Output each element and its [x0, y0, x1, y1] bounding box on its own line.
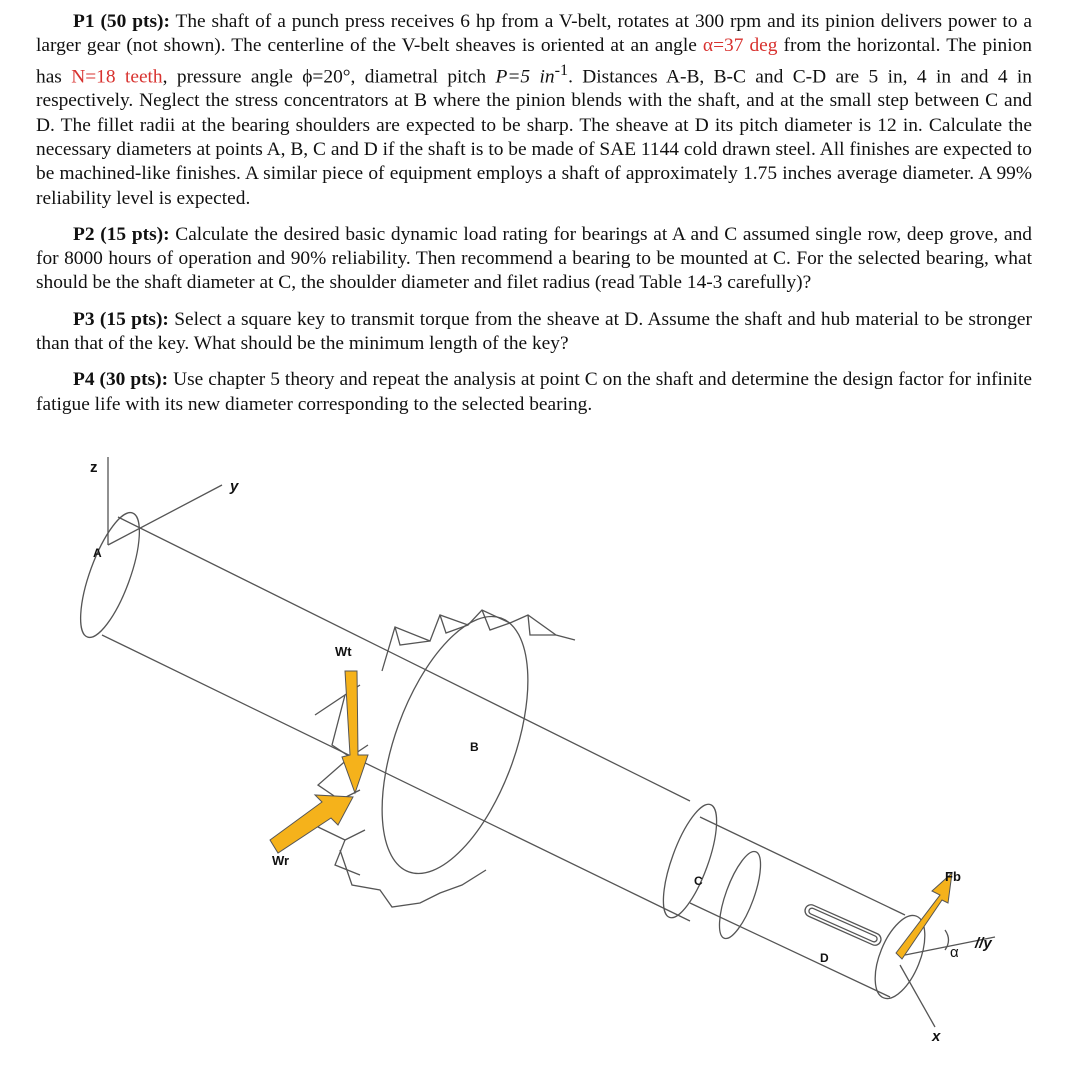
axis-label-x: x [932, 1028, 941, 1045]
force-label-wt: Wt [335, 644, 352, 659]
p1-text-4: . Distances A-B, B-C and C-D are 5 in, 4 in and 4 in respectively. Neglect the stress concentrators at B where the pinion blends with the shaft, and at the small step between C and D. The fillet radii at the bearing shoulders are expected to be sharp. The sheave at D its pitch diameter is 12 in. Calculate the necessary diameters at points A, B, C and D if the shaft is to be made of SAE 1144 cold drawn steel. All finishes are expected to be machined-like finishes. A similar piece of equipment employs a shaft of approximately 1.75 inches average diameter. A 99% reliability level is expected. [36, 66, 1032, 209]
p1-pitch-exp: -1 [554, 61, 569, 79]
axis-label-z: z [90, 459, 98, 476]
force-arrows [270, 671, 952, 959]
p1-teeth: N=18 teeth [71, 66, 163, 88]
angle-label-alpha: α [950, 944, 959, 961]
p2-text: Calculate the desired basic dynamic load rating for bearings at A and C assumed single row, deep grove, and for 8000 hours of operation and 90% reliability. Then recommend a bearing to be mounted at C. For the selected bearing, what should be the shaft diameter at C, the shoulder diameter and filet radius (read Table 14-3 carefully)? [36, 223, 1032, 294]
p1-text-2: from the horizontal. The pinion has [36, 35, 1033, 88]
gear-teeth-top-depth [395, 610, 556, 645]
step-small [711, 847, 769, 943]
main-shaft [102, 517, 690, 921]
shaft-drawing [69, 457, 995, 1027]
wt-arrow [342, 671, 368, 793]
p2-label: P2 (15 pts): [73, 223, 170, 245]
p3-label: P3 (15 pts): [73, 308, 169, 330]
p1-pitch: P=5 in [495, 66, 555, 88]
p3-text: Select a square key to transmit torque from the sheave at D. Assume the shaft and hub material to be stronger than that of the key. What should be the minimum length of the key? [36, 308, 1032, 355]
wr-arrow [270, 795, 353, 853]
problem-p2 [36, 223, 1032, 296]
p1-label: P1 (50 pts): [73, 11, 170, 32]
gear-face [352, 598, 557, 893]
gear-teeth-bottom [340, 850, 486, 907]
point-label-d: D [820, 951, 829, 965]
point-label-c: C [694, 874, 703, 888]
y-axis-line [108, 485, 222, 545]
x-axis-line [900, 965, 935, 1027]
p1-alpha: α=37 deg [702, 35, 778, 57]
force-label-fb: Fb [945, 869, 961, 884]
problem-p1 [36, 10, 1032, 211]
force-label-wr: Wr [272, 853, 290, 868]
problem-p4 [36, 368, 1032, 417]
point-label-b: B [470, 740, 479, 754]
figure-labels [90, 459, 992, 1045]
point-label-a: A [93, 546, 102, 560]
axis-label-parallel-y: //y [975, 935, 992, 952]
p1-text-1: The shaft of a punch press receives 6 hp from a V-belt, rotates at 300 rpm and its pinion delivers power to a larger gear (not shown). The centerline of the V-belt sheaves is oriented at an angle [36, 11, 1032, 57]
p4-label: P4 (30 pts): [73, 369, 169, 391]
keyway-inner [808, 907, 878, 943]
p4-text: Use chapter 5 theory and repeat the analysis at point C on the shaft and determine the design factor for infinite fatigue life with its new diameter corresponding to the selected bearing. [36, 369, 1032, 415]
shaft-figure [0, 445, 1080, 1090]
problem-p3 [36, 308, 1032, 357]
shaft-diagram [0, 445, 1080, 1090]
axis-label-y: y [230, 478, 239, 495]
bearing-step-c [653, 798, 728, 923]
p1-text-3: , pressure angle ϕ=20°, diametral pitch [162, 66, 496, 88]
problem-text [36, 10, 1032, 429]
